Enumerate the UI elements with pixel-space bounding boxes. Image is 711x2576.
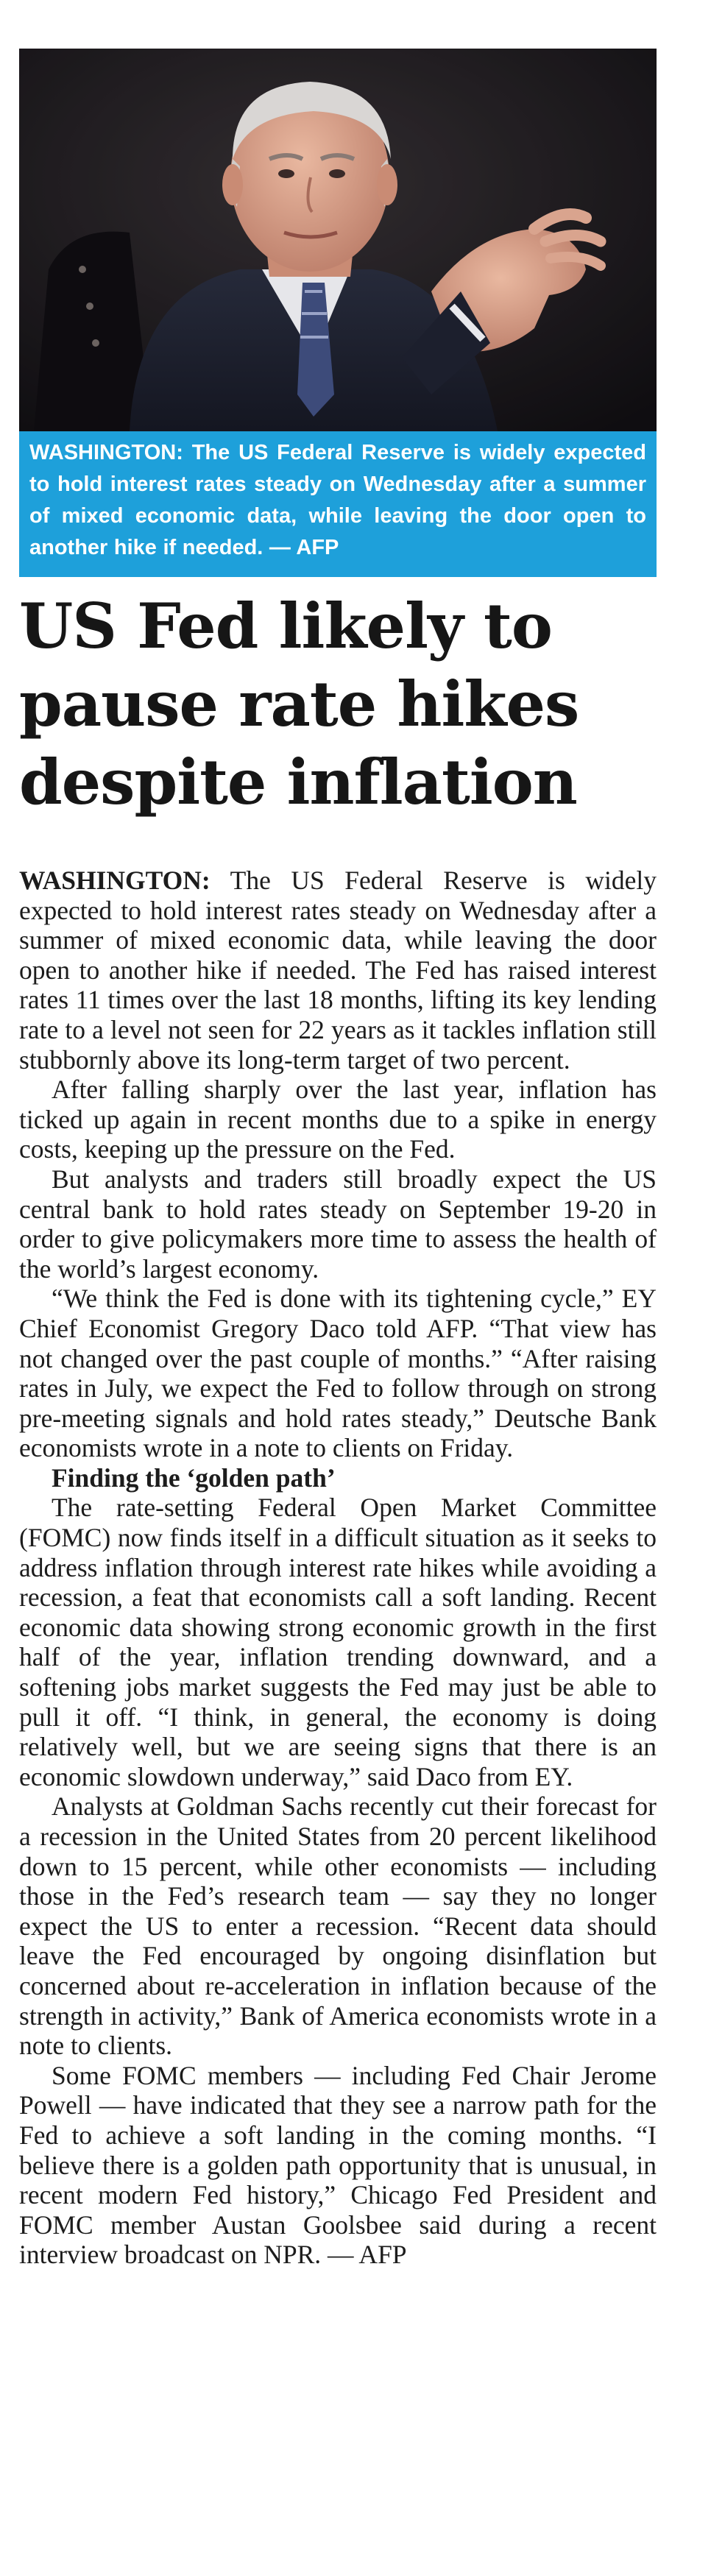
caption-text: The US Federal Reserve is widely expected to hold interest rates steady on Wednesday after a summer of mixed economic data, while leaving the door open to another hike if needed. — AFP: [29, 441, 646, 559]
article-paragraph: [19, 866, 657, 1075]
headline: US Fed likely to pause rate hikes despite inflation: [19, 590, 579, 818]
photo-caption: [19, 431, 657, 577]
article-body: [19, 866, 657, 2270]
caption-dateline: WASHINGTON:: [29, 441, 183, 464]
article-paragraph: The rate-setting Federal Open Market Committee (FOMC) now finds itself in a difficult situation as it seeks to address inflation through interest rate hikes while avoiding a recession, a feat that economists call a soft landing. Recent economic data showing strong economic growth in the first half of the year, inflation trending downward, and a softening jobs market suggests the Fed may just be able to pull it off. “I think, in general, the economy is doing relatively well, but we are seeing signs that there is an economic slowdown underway,” said Daco from EY.: [19, 1493, 657, 1791]
article-paragraph: But analysts and traders still broadly expect the US central bank to hold rates steady on September 19-20 in order to give policymakers more time to assess the health of the world’s largest economy.: [19, 1164, 657, 1284]
article-subhead: Finding the ‘golden path’: [52, 1462, 336, 1493]
article-paragraph-text: The US Federal Reserve is widely expected to hold interest rates steady on Wednesday after a summer of mixed economic data, while leaving the door open to another hike if needed. The Fed has raised interest rates 11 times over the last 18 months, lifting its key lending rate to a level not seen for 22 years as it tackles inflation still stubbornly above its long-term target of two percent.: [19, 866, 657, 1075]
article-dateline: WASHINGTON:: [19, 866, 211, 895]
article-paragraph: After falling sharply over the last year, inflation has ticked up again in recent months due to a spike in energy costs, keeping up the pressure on the Fed.: [19, 1075, 657, 1164]
article-paragraph: Analysts at Goldman Sachs recently cut their forecast for a recession in the United States from 20 percent likelihood down to 15 percent, while other economists — including those in the Fed’s research team — say they no longer expect the US to enter a recession. “Recent data should leave the Fed encouraged by ongoing disinflation but concerned about re-acceleration in inflation because of the strength in activity,” Bank of America economists wrote in a note to clients.: [19, 1791, 657, 2061]
article-paragraph: Some FOMC members — including Fed Chair Jerome Powell — have indicated that they see a narrow path for the Fed to achieve a soft landing in the coming months. “I believe there is a golden path opportunity that is unusual, in recent modern Fed history,” Chicago Fed President and FOMC member Austan Goolsbee said during a recent interview broadcast on NPR. — AFP: [19, 2060, 657, 2270]
speaker-photo-illustration: [19, 49, 657, 431]
article-paragraph: “We think the Fed is done with its tightening cycle,” EY Chief Economist Gregory Daco told AFP. “That view has not changed over the past couple of months.” “After raising rates in July, we expect the Fed to follow through on strong pre-meeting signals and hold rates steady,” Deutsche Bank economists wrote in a note to clients on Friday.: [19, 1284, 657, 1463]
news-photo: [19, 49, 657, 431]
